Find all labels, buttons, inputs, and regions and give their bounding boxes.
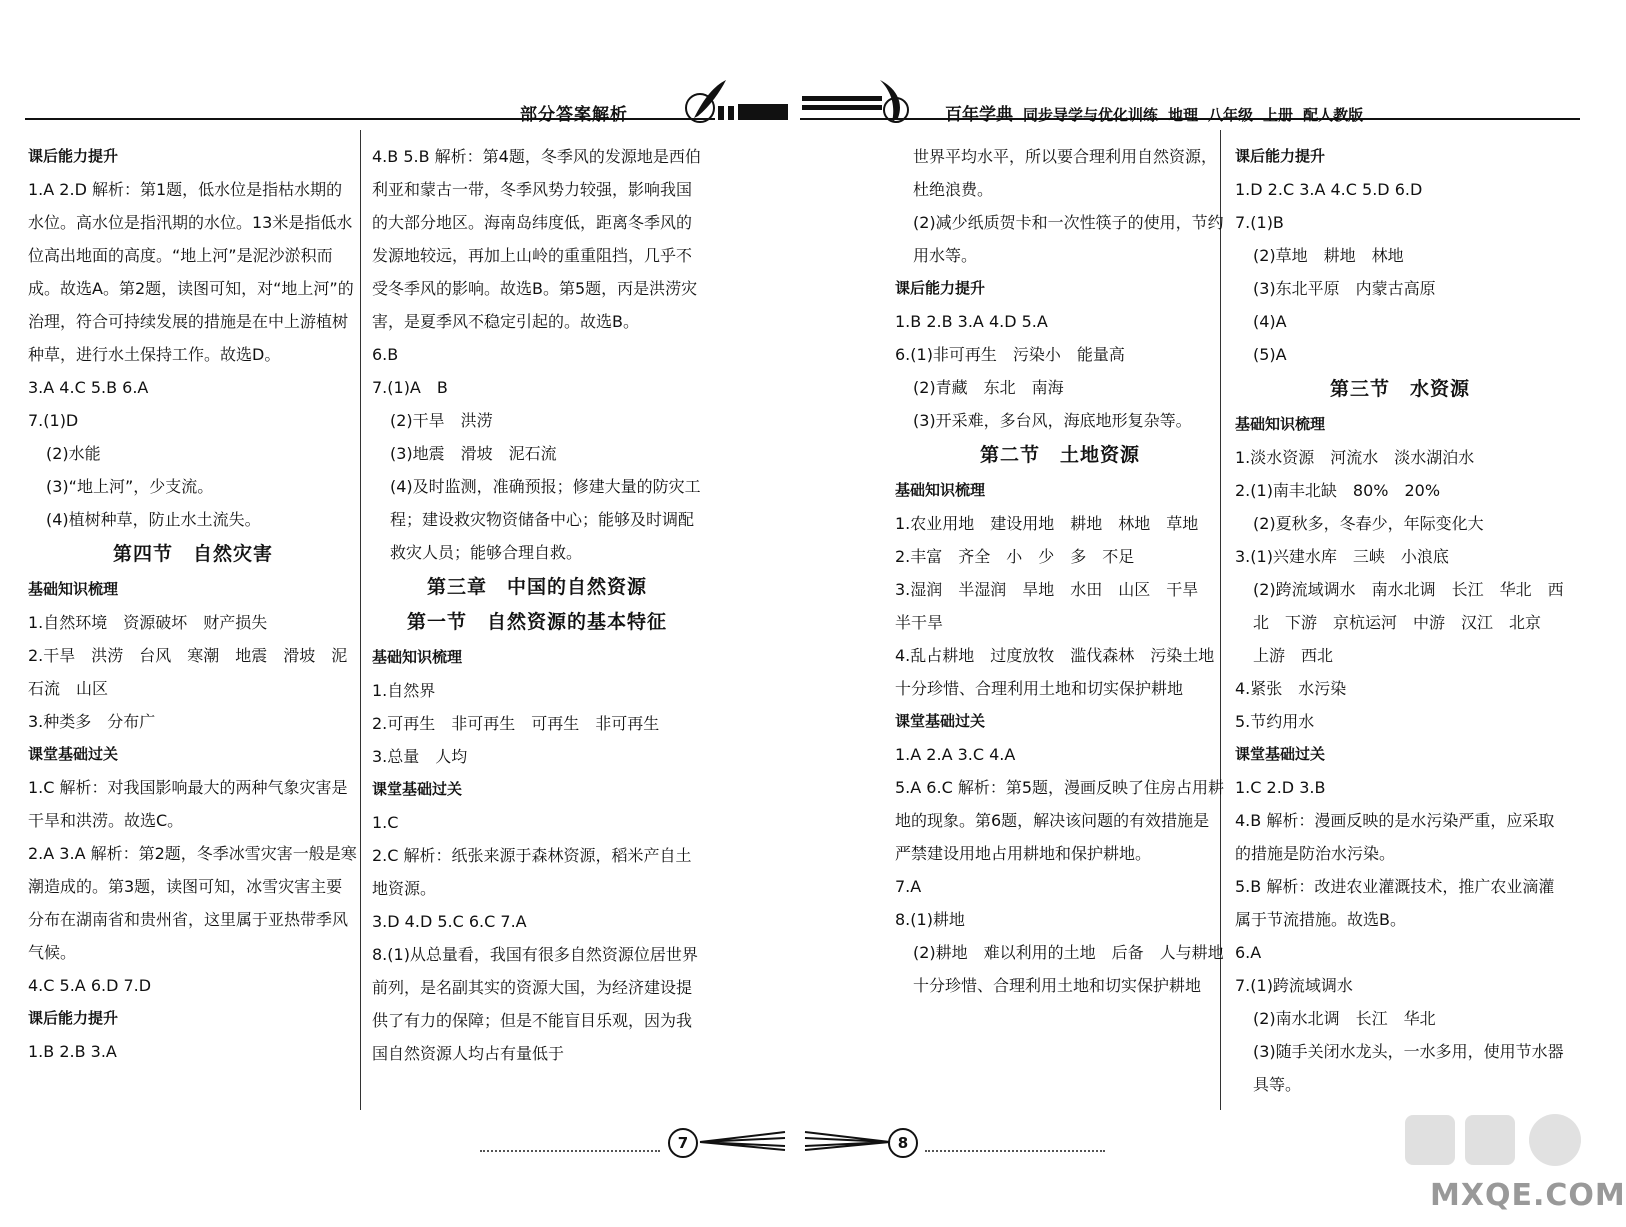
answer-item: 4.B 5.B 解析：第4题，冬季风的发源地是西伯利亚和蒙古一带，冬季风势力较强，影响我国的大部分地区。海南岛纬度低，距离冬季风的发源地较远，再加上山岭的重重阻挡，几乎不受冬季风的影响。故选B。第5题，丙是洪涝灾害，是夏季风不稳定引起的。故选B。 bbox=[372, 147, 701, 331]
header-grade: 八年级 bbox=[1208, 106, 1254, 124]
answer-item: 3.A 4.C 5.B 6.A bbox=[28, 378, 149, 397]
answer-item: 8.(1)耕地 bbox=[895, 910, 965, 929]
watermark-text: MXQE.COM bbox=[1430, 1178, 1626, 1213]
footer-ornament-right-icon bbox=[805, 1128, 890, 1154]
answer-item: 1.C 解析：对我国影响最大的两种气象灾害是干旱和洪涝。故选C。 bbox=[28, 778, 348, 830]
quill-ornament-left-icon bbox=[680, 78, 790, 126]
answer-subitem: (3)东北平原 内蒙古高原 bbox=[1253, 279, 1436, 298]
answer-item: 4.紧张 水污染 bbox=[1235, 679, 1347, 698]
footer-ornament-left-icon bbox=[700, 1128, 785, 1154]
answer-item: 3.(1)兴建水库 三峡 小浪底 bbox=[1235, 547, 1449, 566]
section-subheading: 课堂基础过关 bbox=[895, 712, 986, 730]
page-number-right: 8 bbox=[888, 1128, 918, 1158]
section-heading: 第四节 自然灾害 bbox=[112, 543, 273, 565]
answer-item: 3.D 4.D 5.C 6.C 7.A bbox=[372, 912, 527, 931]
footer-dots-right bbox=[925, 1150, 1105, 1152]
answer-item: 7.(1)D bbox=[28, 411, 79, 430]
answer-subitem: (4)及时监测，准确预报；修建大量的防灾工程；建设救灾物资储备中心；能够及时调配救灾人员；能够合理自救。 bbox=[390, 477, 701, 562]
answer-item: 1.农业用地 建设用地 耕地 林地 草地 bbox=[895, 514, 1199, 533]
answer-subitem: (2)草地 耕地 林地 bbox=[1253, 246, 1404, 265]
answer-item: 4.C 5.A 6.D 7.D bbox=[28, 976, 152, 995]
answer-item: 2.干旱 洪涝 台风 寒潮 地震 滑坡 泥石流 山区 bbox=[28, 646, 348, 698]
section-heading: 第三章 中国的自然资源 bbox=[426, 576, 647, 598]
section-subheading: 课堂基础过关 bbox=[372, 780, 463, 798]
section-subheading: 课后能力提升 bbox=[1235, 147, 1326, 165]
answer-item: 5.B 解析：改进农业灌溉技术，推广农业滴灌属于节流措施。故选B。 bbox=[1235, 877, 1555, 929]
answer-subitem: (4)植树种草，防止水土流失。 bbox=[46, 510, 261, 529]
section-subheading: 课后能力提升 bbox=[28, 147, 119, 165]
header-series: 百年学典 bbox=[945, 105, 1013, 125]
answer-item: 1.C bbox=[372, 813, 399, 832]
answer-subitem: (2)青藏 东北 南海 bbox=[913, 378, 1064, 397]
header-book: 同步导学与优化训练 bbox=[1023, 106, 1159, 124]
answer-item: 1.淡水资源 河流水 淡水湖泊水 bbox=[1235, 448, 1475, 467]
column-divider-1 bbox=[360, 130, 361, 1110]
answer-item: 2.(1)南丰北缺 80% 20% bbox=[1235, 481, 1441, 500]
answer-item: 1.A 2.A 3.C 4.A bbox=[895, 745, 1016, 764]
header-right-title bbox=[945, 100, 1373, 125]
answer-item: 6.A bbox=[1235, 943, 1262, 962]
answer-subitem: (3)随手关闭水龙头，一水多用，使用节水器具等。 bbox=[1253, 1042, 1564, 1094]
answer-item: 7.(1)A B bbox=[372, 378, 448, 397]
answer-item: 4.乱占耕地 过度放牧 滥伐森林 污染土地 十分珍惜、合理利用土地和切实保护耕地 bbox=[895, 646, 1231, 698]
section-subheading: 基础知识梳理 bbox=[372, 648, 463, 666]
answer-item: 1.自然环境 资源破坏 财产损失 bbox=[28, 613, 268, 632]
column-1 bbox=[28, 140, 358, 1068]
answer-item: 6.B bbox=[372, 345, 399, 364]
section-subheading: 课后能力提升 bbox=[28, 1009, 119, 1027]
answer-item: 7.(1)B bbox=[1235, 213, 1284, 232]
section-subheading: 课堂基础过关 bbox=[28, 745, 119, 763]
answer-item: 3.总量 人均 bbox=[372, 747, 468, 766]
answer-item: 2.C 解析：纸张来源于森林资源，稻米产自土地资源。 bbox=[372, 846, 692, 898]
answer-subitem: (2)南水北调 长江 华北 bbox=[1253, 1009, 1436, 1028]
answer-item: 4.B 解析：漫画反映的是水污染严重，应采取的措施是防治水污染。 bbox=[1235, 811, 1555, 863]
footer-dots-left bbox=[480, 1150, 660, 1152]
column-3 bbox=[895, 140, 1240, 1002]
answer-item: 2.A 3.A 解析：第2题，冬季冰雪灾害一般是寒潮造成的。第3题，读图可知，冰雪灾害主要分布在湖南省和贵州省，这里属于亚热带季风气候。 bbox=[28, 844, 357, 962]
answer-subitem: (2)干旱 洪涝 bbox=[390, 411, 493, 430]
answer-subitem: (3)地震 滑坡 泥石流 bbox=[390, 444, 557, 463]
answer-item: 5.节约用水 bbox=[1235, 712, 1315, 731]
column-2 bbox=[372, 140, 702, 1070]
section-subheading: 基础知识梳理 bbox=[895, 481, 986, 499]
answer-item: 7.A bbox=[895, 877, 922, 896]
answer-subitem: (2)跨流域调水 南水北调 长江 华北 西北 下游 京杭运河 中游 汉江 北京 上游 西北 bbox=[1253, 580, 1564, 665]
section-heading: 第三节 水资源 bbox=[1329, 378, 1470, 400]
answer-subitem: (2)水能 bbox=[46, 444, 101, 463]
answer-item: 8.(1)从总量看，我国有很多自然资源位居世界前列，是名副其实的资源大国，为经济建设提供了有力的保障；但是不能盲目乐观，因为我国自然资源人均占有量低于 bbox=[372, 945, 698, 1063]
answer-item: 1.自然界 bbox=[372, 681, 436, 700]
answer-item: 5.A 6.C 解析：第5题，漫画反映了住房占用耕地的现象。第6题，解决该问题的有效措施是严禁建设用地占用耕地和保护耕地。 bbox=[895, 778, 1225, 863]
section-subheading: 课堂基础过关 bbox=[1235, 745, 1326, 763]
answer-item: 1.B 2.B 3.A 4.D 5.A bbox=[895, 312, 1048, 331]
answer-subitem: 世界平均水平，所以要合理利用自然资源，杜绝浪费。 bbox=[913, 147, 1218, 199]
section-subheading: 基础知识梳理 bbox=[28, 580, 119, 598]
column-4 bbox=[1235, 140, 1565, 1101]
answer-item: 2.丰富 齐全 小 少 多 不足 bbox=[895, 547, 1135, 566]
section-heading: 第一节 自然资源的基本特征 bbox=[406, 611, 667, 633]
quill-ornament-right-icon bbox=[800, 78, 910, 126]
page-number-left: 7 bbox=[668, 1128, 698, 1158]
answer-item: 1.D 2.C 3.A 4.C 5.D 6.D bbox=[1235, 180, 1423, 199]
header-edition: 配人教版 bbox=[1303, 106, 1364, 124]
answer-item: 6.(1)非可再生 污染小 能量高 bbox=[895, 345, 1125, 364]
header-subject: 地理 bbox=[1168, 106, 1199, 124]
answer-item: 3.种类多 分布广 bbox=[28, 712, 156, 731]
answer-subitem: (4)A bbox=[1253, 312, 1287, 331]
answer-subitem: (5)A bbox=[1253, 345, 1287, 364]
answer-item: 7.(1)跨流域调水 bbox=[1235, 976, 1353, 995]
answer-item: 3.湿润 半湿润 旱地 水田 山区 干旱 半干旱 bbox=[895, 580, 1215, 632]
answer-item: 1.A 2.D 解析：第1题，低水位是指枯水期的水位。高水位是指汛期的水位。13米是指低水位高出地面的高度。“地上河”是泥沙淤积而成。故选A。第2题，读图可知，对“地上河”的治理，符合可持续发展的措施是在中上游植树种草，进行水土保持工作。故选D。 bbox=[28, 180, 354, 364]
section-subheading: 课后能力提升 bbox=[895, 279, 986, 297]
answer-subitem: (2)耕地 难以利用的土地 后备 人与耕地 十分珍惜、合理利用土地和切实保护耕地 bbox=[913, 943, 1240, 995]
header-left-title: 部分答案解析 bbox=[520, 105, 628, 125]
answer-subitem: (3)开采难，多台风，海底地形复杂等。 bbox=[913, 411, 1192, 430]
answer-item: 1.C 2.D 3.B bbox=[1235, 778, 1326, 797]
answer-item: 2.可再生 非可再生 可再生 非可再生 bbox=[372, 714, 660, 733]
answer-subitem: (3)“地上河”，少支流。 bbox=[46, 477, 214, 496]
answer-subitem: (2)夏秋多，冬春少，年际变化大 bbox=[1253, 514, 1484, 533]
answer-item: 1.B 2.B 3.A bbox=[28, 1042, 117, 1061]
header-volume: 上册 bbox=[1263, 106, 1294, 124]
section-subheading: 基础知识梳理 bbox=[1235, 415, 1326, 433]
answer-subitem: (2)减少纸质贺卡和一次性筷子的使用，节约用水等。 bbox=[913, 213, 1224, 265]
section-heading: 第二节 土地资源 bbox=[979, 444, 1140, 466]
